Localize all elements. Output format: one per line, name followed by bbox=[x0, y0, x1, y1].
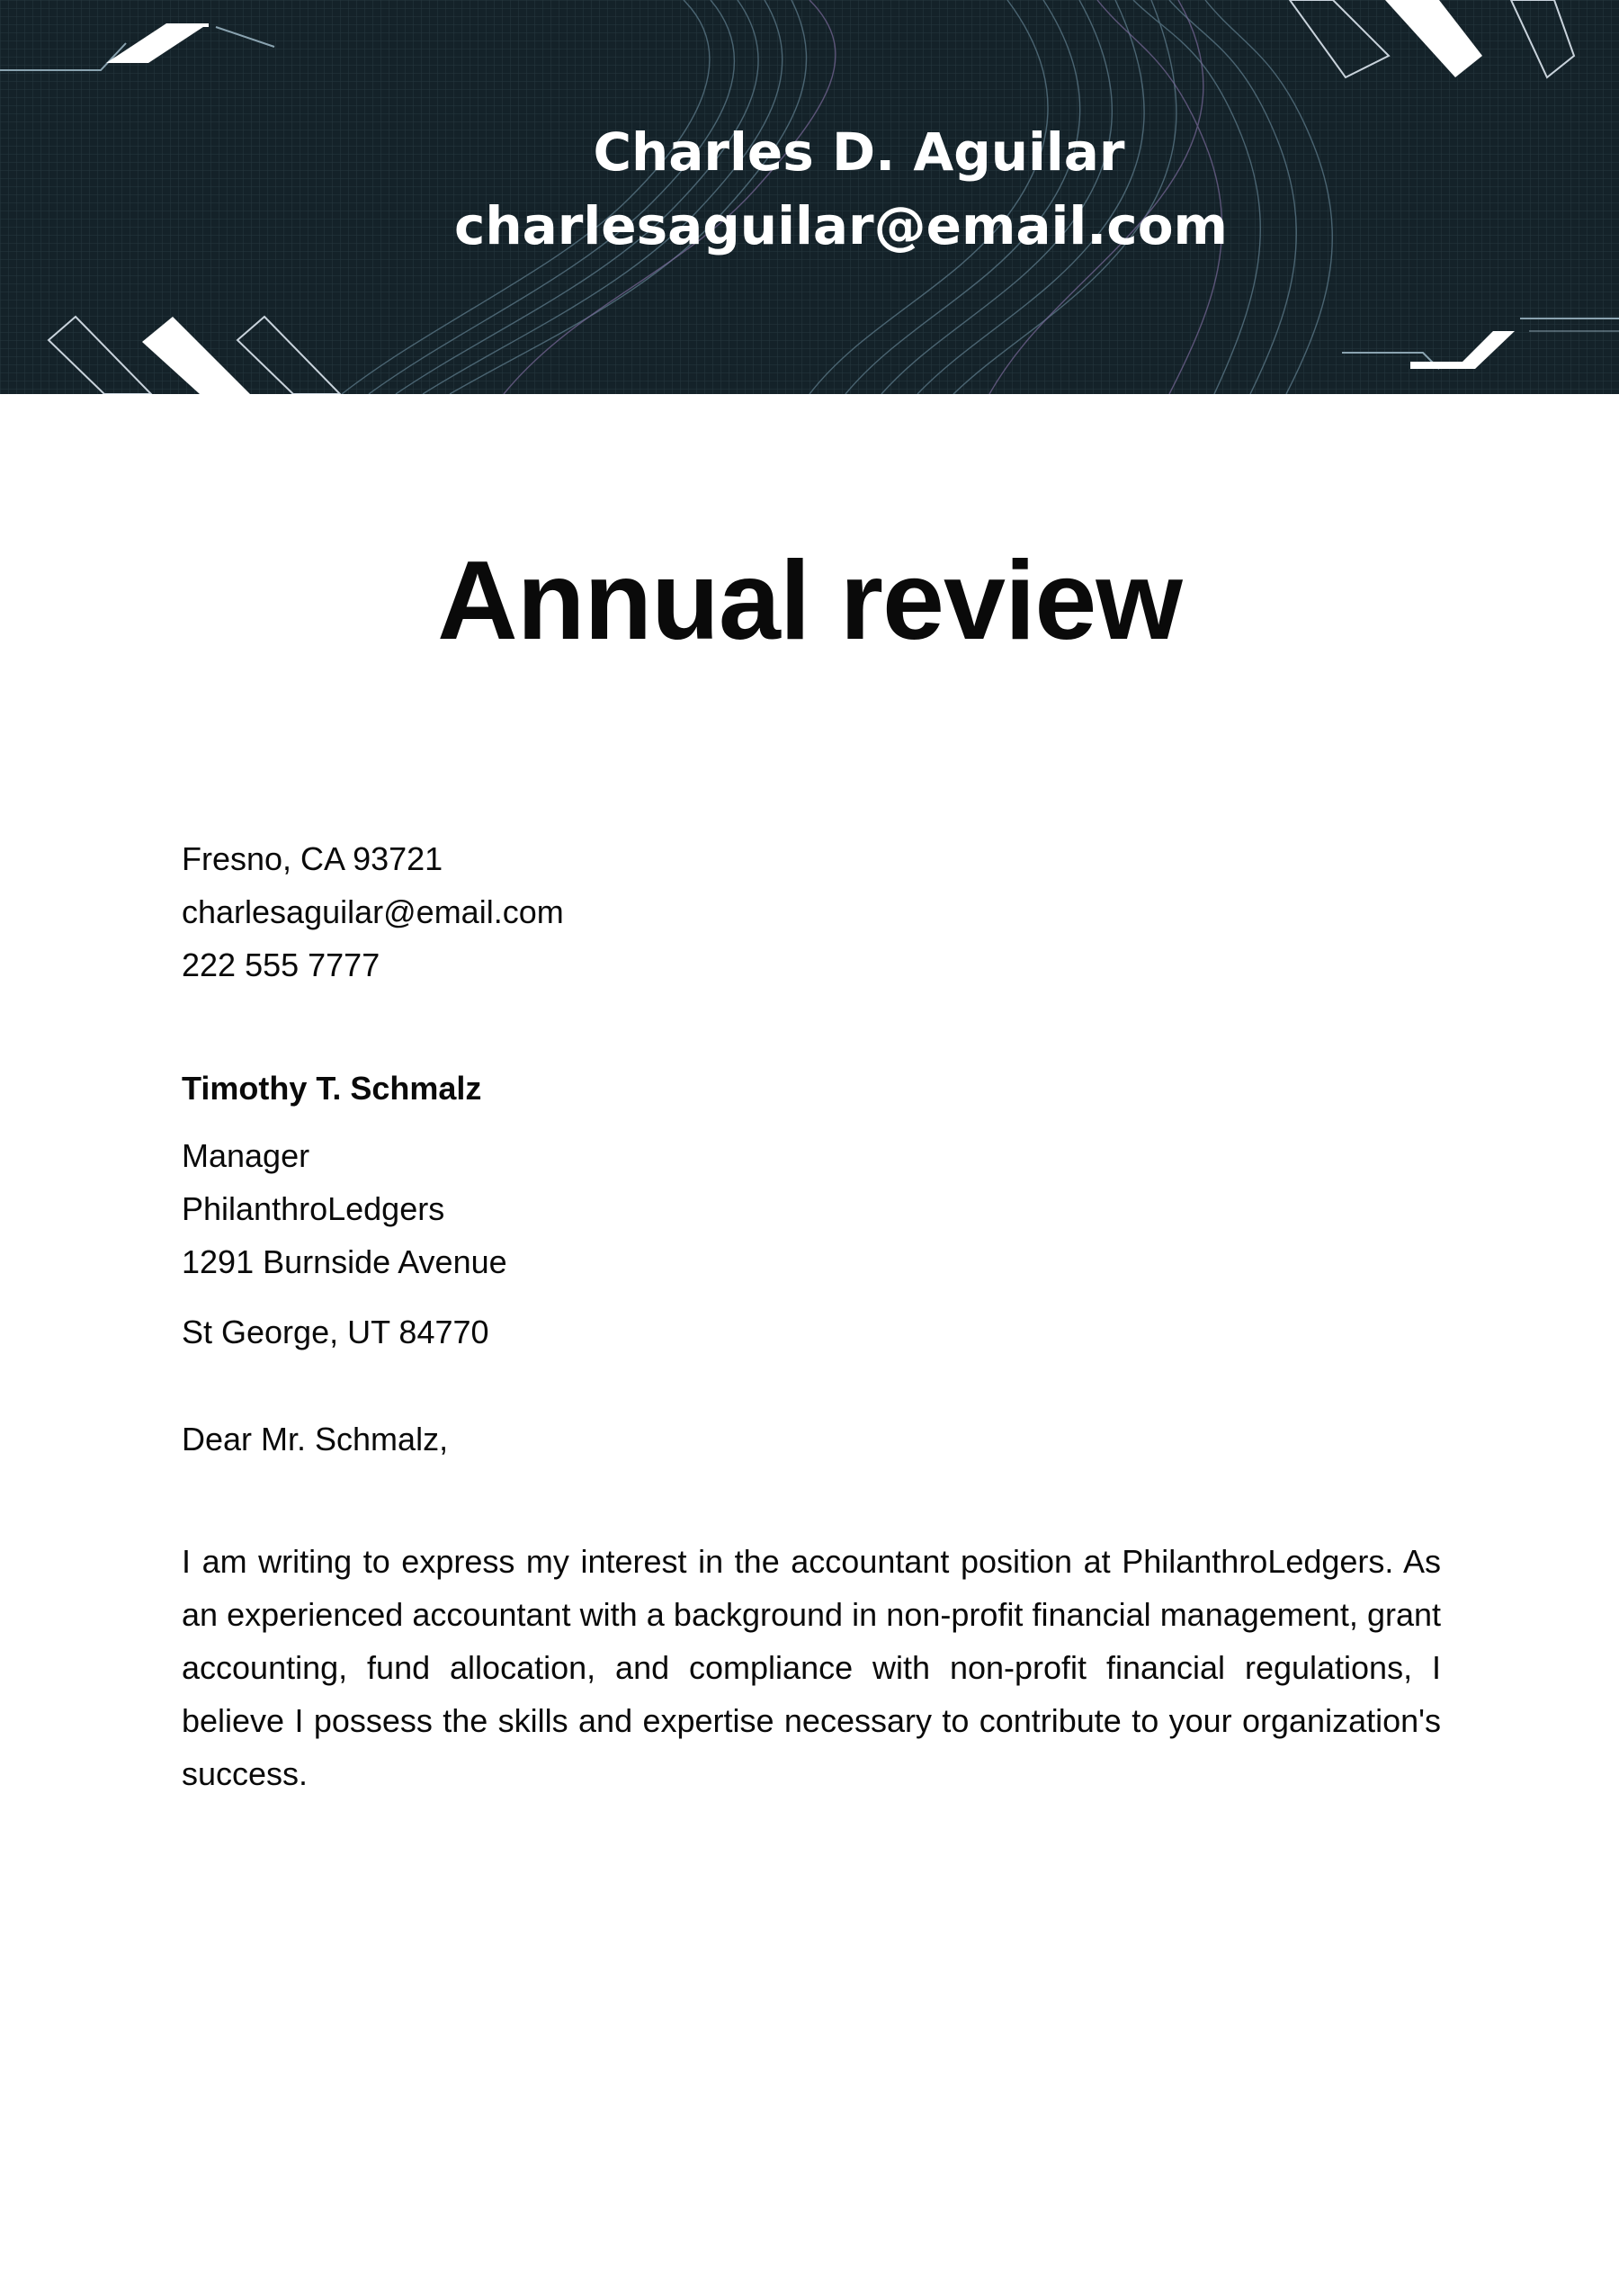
body-paragraph: I am writing to express my interest in the accountant position at PhilanthroLedgers. As an experienced accountant with a background in non-profit financial management, grant accounting, fund allocation, and compliance with non-profit financial regulations, I believe I possess the skills and expertise necessary to contribute to your organization's success. bbox=[182, 1543, 1441, 1792]
sender-address bbox=[182, 832, 564, 991]
header-name: Charles D. Aguilar bbox=[593, 121, 1125, 183]
recipient-address bbox=[182, 1129, 507, 1288]
header-email: charlesaguilar@email.com bbox=[454, 195, 1228, 256]
recipient-name: Timothy T. Schmalz bbox=[182, 1070, 482, 1107]
header-banner bbox=[0, 0, 1619, 394]
sender-email: charlesaguilar@email.com bbox=[182, 893, 564, 930]
sender-phone: 222 555 7777 bbox=[182, 946, 380, 983]
recipient-position: Manager bbox=[182, 1137, 310, 1174]
sender-city-line: Fresno, CA 93721 bbox=[182, 840, 443, 877]
document-title: Annual review bbox=[437, 539, 1182, 663]
recipient-street: 1291 Burnside Avenue bbox=[182, 1243, 507, 1280]
banner-text bbox=[0, 115, 1619, 263]
recipient-city-line: St George, UT 84770 bbox=[182, 1314, 489, 1350]
salutation: Dear Mr. Schmalz, bbox=[182, 1421, 449, 1457]
recipient-company: PhilanthroLedgers bbox=[182, 1190, 445, 1227]
